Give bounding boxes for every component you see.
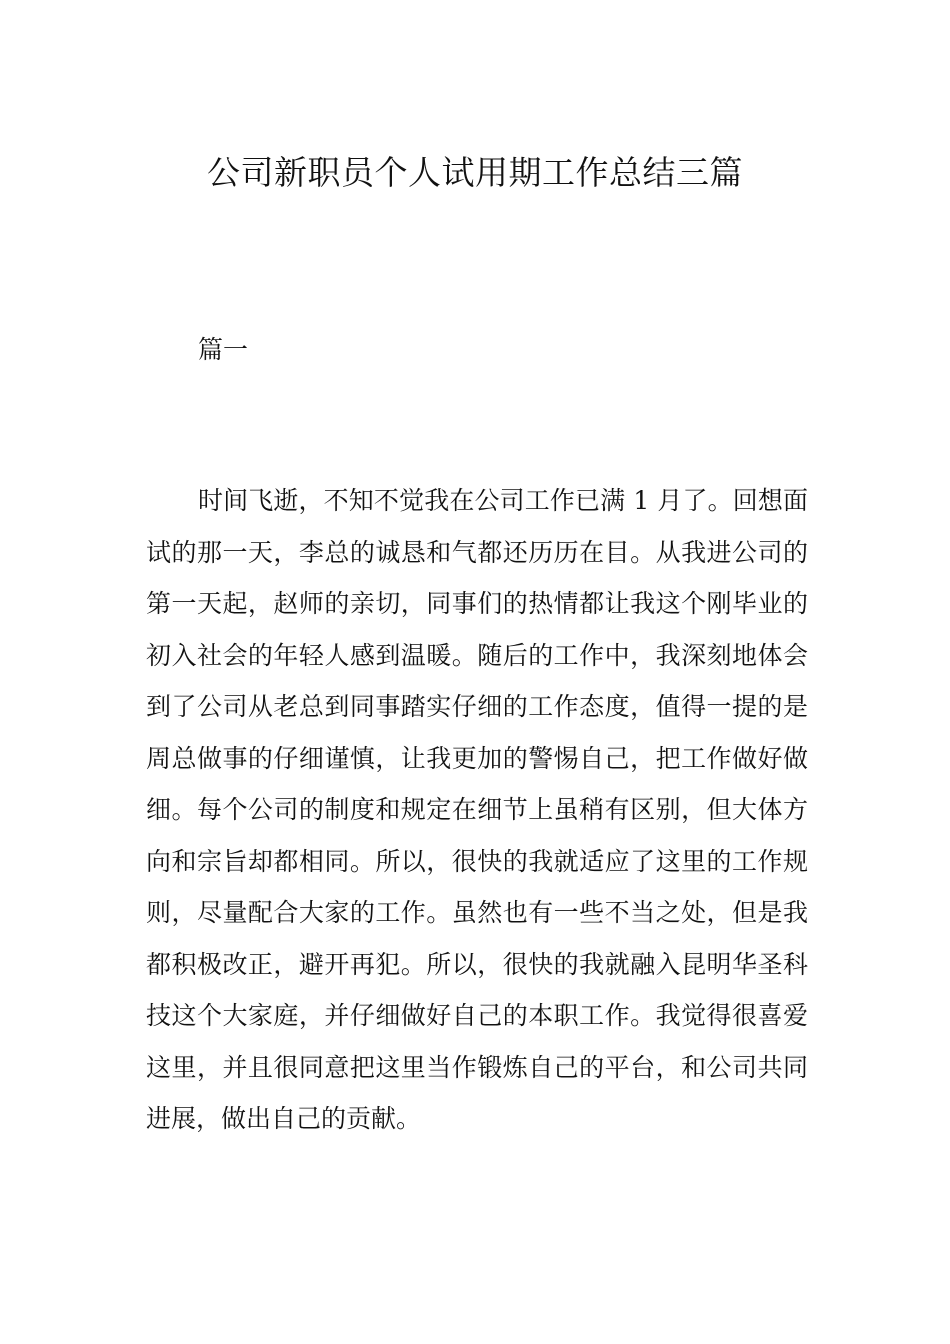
body-paragraph: 时间飞逝，不知不觉我在公司工作已满 1 月了。回想面试的那一天，李总的诚恳和气都还历历在目。从我进公司的第一天起，赵师的亲切，同事们的热情都让我这个刚毕业的初入社会的年轻人感到温暖。随后的工作中，我深刻地体会到了公司从老总到同事踏实仔细的工作态度，值得一提的是周总做事的仔细谨慎，让我更加的警惕自己，把工作做好做细。每个公司的制度和规定在细节上虽稍有区别，但大体方向和宗旨却都相同。所以，很快的我就适应了这里的工作规则，尽量配合大家的工作。虽然也有一些不当之处，但是我都积极改正，避开再犯。所以，很快的我就融入昆明华圣科技这个大家庭，并仔细做好自己的本职工作。我觉得很喜爱这里，并且很同意把这里当作锻炼自己的平台，和公司共同进展，做出自己的贡献。: [146, 486, 808, 1133]
document-title: 公司新职员个人试用期工作总结三篇: [207, 153, 743, 193]
section-label: 篇一: [198, 335, 249, 364]
